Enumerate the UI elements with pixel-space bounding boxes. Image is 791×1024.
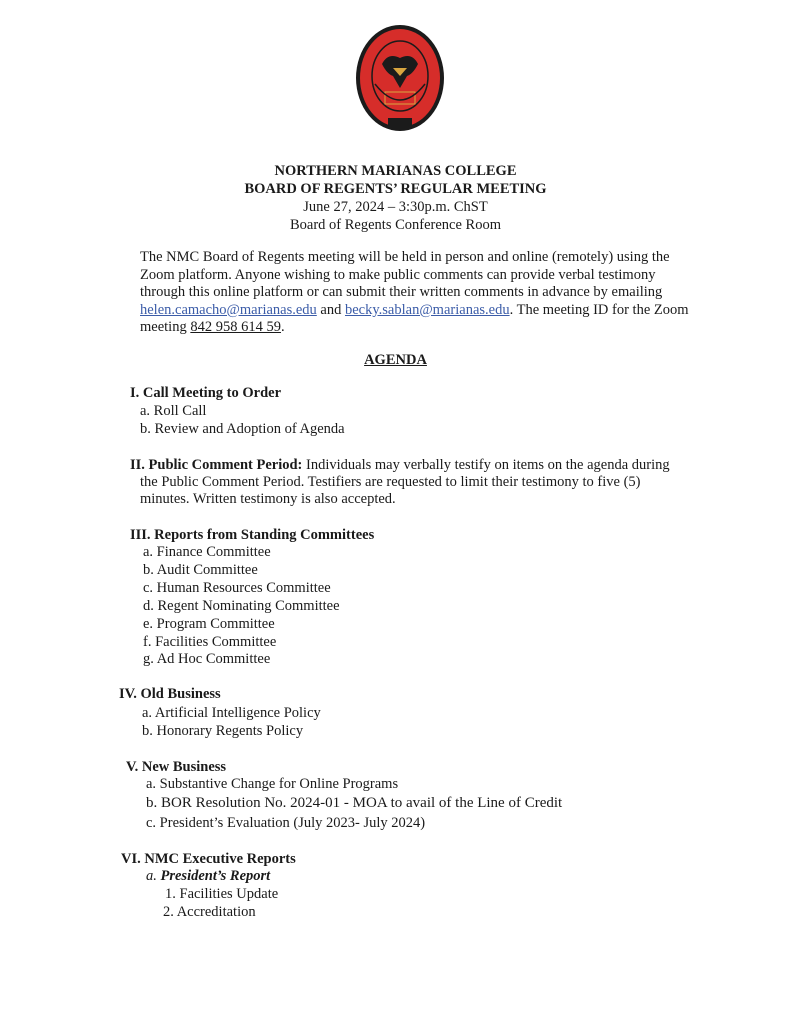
intro-paragraph (140, 249, 700, 337)
agenda-item: c. President’s Evaluation (July 2023- July 2024) (146, 815, 426, 831)
meeting-title: BOARD OF REGENTS’ REGULAR MEETING (244, 181, 547, 197)
email-link-helen[interactable]: helen.camacho@marianas.edu (140, 301, 317, 318)
agenda-item: f. Facilities Committee (143, 634, 277, 650)
public-comment-text-3: minutes. Written testimony is also accepted. (140, 491, 396, 507)
agenda-item: a. Roll Call (140, 403, 207, 419)
section-heading-public-comment: II. Public Comment Period: (130, 457, 303, 473)
nmc-seal-logo (355, 24, 445, 132)
presidents-report-line (146, 867, 270, 885)
intro-text: The NMC Board of Regents meeting will be held in person and online (remotely) using the Zoom platform. Anyone wishing to make public comments can provide verbal testimony through this online platform or can submit their written comments in advance by emailing (140, 249, 670, 301)
meeting-date-time: June 27, 2024 – 3:30p.m. ChST (303, 199, 488, 215)
public-comment-line-1 (130, 456, 670, 474)
section-heading-call-to-order: I. Call Meeting to Order (130, 385, 282, 401)
section-heading-executive-reports: VI. NMC Executive Reports (121, 851, 296, 867)
intro-meeting-text: . The meeting ID for the Zoom meeting (140, 301, 689, 336)
agenda-item: b. Honorary Regents Policy (142, 723, 304, 739)
agenda-item: c. Human Resources Committee (143, 580, 331, 596)
email-link-becky[interactable]: becky.sablan@marianas.edu (344, 301, 510, 318)
section-heading-old-business: IV. Old Business (119, 686, 221, 702)
intro-period: . (280, 319, 285, 336)
agenda-item: b. Audit Committee (143, 562, 258, 578)
agenda-item: 1. Facilities Update (165, 886, 279, 902)
meeting-location: Board of Regents Conference Room (289, 217, 501, 233)
agenda-item: d. Regent Nominating Committee (143, 598, 340, 614)
agenda-item: g. Ad Hoc Committee (143, 651, 271, 667)
section-heading-standing-committees: III. Reports from Standing Committees (130, 527, 375, 543)
presidents-report-heading: President’s Report (160, 868, 271, 884)
zoom-meeting-id: 842 958 614 59 (190, 319, 281, 336)
presidents-report-letter: a. (146, 868, 157, 884)
agenda-item: a. Finance Committee (143, 544, 271, 560)
agenda-item: a. Substantive Change for Online Programs (146, 776, 399, 792)
agenda-item: a. Artificial Intelligence Policy (142, 705, 321, 721)
intro-and: and (316, 301, 345, 318)
nmc-seal-graphic (355, 24, 445, 132)
public-comment-text-2: the Public Comment Period. Testifiers are requested to limit their testimony to five (5) (140, 474, 641, 490)
agenda-item: b. BOR Resolution No. 2024-01 - MOA to avail of the Line of Credit (146, 795, 563, 811)
agenda-item: e. Program Committee (143, 616, 275, 632)
agenda-item: b. Review and Adoption of Agenda (140, 421, 345, 437)
section-heading-new-business: V. New Business (126, 759, 227, 775)
college-name: NORTHERN MARIANAS COLLEGE (274, 163, 517, 179)
public-comment-text-1: Individuals may verbally testify on items on the agenda during (302, 457, 670, 473)
agenda-item: 2. Accreditation (163, 904, 256, 920)
agenda-title: AGENDA (364, 352, 427, 368)
